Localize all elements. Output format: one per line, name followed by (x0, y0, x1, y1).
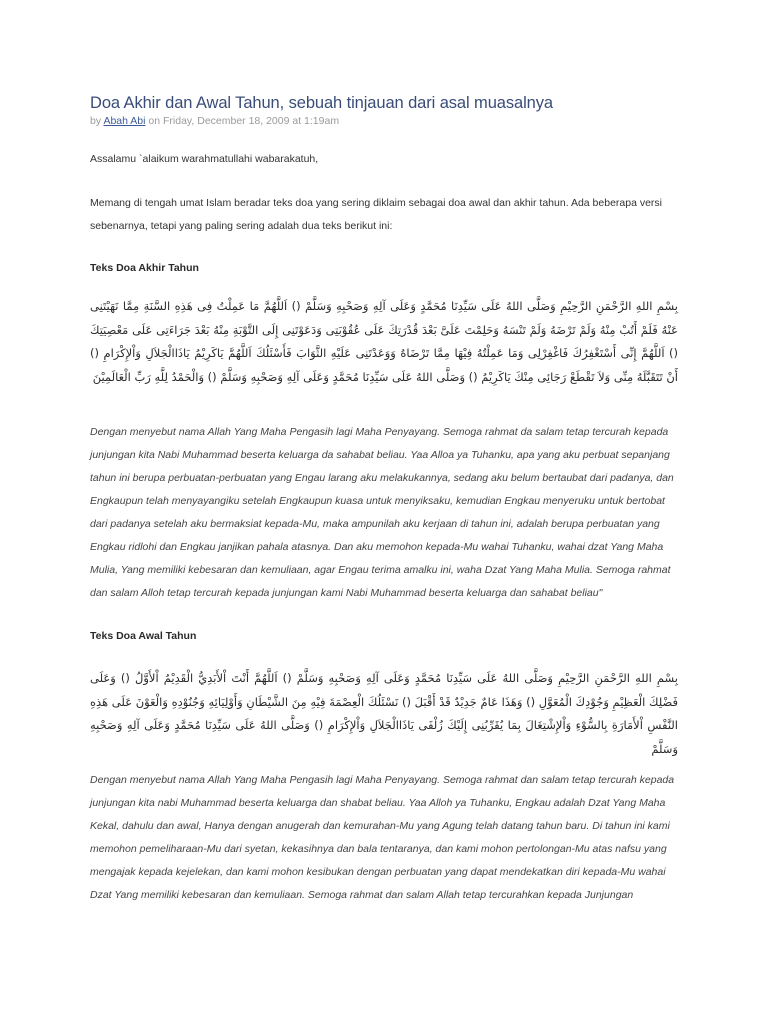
arabic-prayer-awal-tahun: بِسْمِ اللهِ الرَّحْمَنِ الرَّحِيْمِ وَصَلَّى اللهُ عَلَى سَيِّدِنَا مُحَمَّدٍ وَعَلَى آلِهِ وَصَحْبِهِ وَسَلَّمْ () اَللَّهُمَّ أَنْتَ اْلأَبَدِيُّ الْقَدِيْمُ اْلأَوَّلُ () وَعَلَى فَضْلِكَ الْعَظِيْمِ وَجُوْدِكَ الْمُعَوَّلِ () وَهَذَا عَامٌ جَدِيْدٌ قَدْ أَقْبَلَ () نَسْئَلُكَ الْعِصْمَةَ فِيْهِ مِنَ الشَّيْطَانِ وَأَوْلِيَائِهِ وَجُنُوْدِهِ وَالْعَوْنَ عَلَى هَذِهِ النَّفْسِ اْلأَمَارَةِ بِالسُّوْءِ وَاْلإِشْتِغَالَ بِمَا يُقَرِّبُنِى إِلَيْكَ زُلْفَى يَاذَاالْجَلاَلِ وَاْلإِكْرَامِ () وَصَلَّى اللهُ عَلَى سَيِّدِنَا مُحَمَّدٍ وَعَلَى آلِهِ وَصَحْبِهِ وَسَلَّمْ (90, 671, 678, 756)
byline-prefix: by (90, 115, 102, 127)
intro-paragraph: Memang di tengah umat Islam beradar teks doa yang sering diklaim sebagai doa awal dan akhir tahun. Ada beberapa versi sebenarnya, tetapi yang paling sering adalah dua teks berikut ini: (90, 197, 663, 232)
post-title: Doa Akhir dan Awal Tahun, sebuah tinjauan dari asal muasalnya (90, 94, 553, 112)
section-heading-akhir-tahun: Teks Doa Akhir Tahun (90, 262, 199, 274)
translation-awal-tahun: Dengan menyebut nama Allah Yang Maha Pengasih lagi Maha Penyayang. Semoga rahmat dan salam tetap tercurah kepada junjungan kita nabi Muhammad beserta keluarga dan shabat beliau. Yaa Alloh ya Tuhanku, Engkau adalah Dzat Yang Maha Kekal, dahulu dan awal, Hanya dengan anugerah dan kemurahan-Mu yang Agung telah datang tahun baru. Di tahun ini kami memohon pemeliharaan-Mu dari syetan, kekasihnya dan bala tentaranya, dan kami mohon pertolongan-Mu atas nafsu yang mengajak kepada kejelekan, dan kami mohon kesibukan dengan perbuatan yang dapat mendekatkan diri kepada-Mu wahai Dzat Yang memiliki kebesaran dan kemuliaan. Semoga rahmat dan salam Allah tetap tercurahkan kepada Junjungan (90, 774, 675, 901)
translation-akhir-tahun: Dengan menyebut nama Allah Yang Maha Pengasih lagi Maha Penyayang. Semoga rahmat da salam tetap tercurah kepada junjungan kita Nabi Muhammad beserta keluarga da sahabat beliau. Yaa Alloa ya Tuhanku, apa yang aku perbuat sepanjang tahun ini berupa perbuatan-perbuatan yang Engau larang aku melakukannya, sedang aku belum bertaubat dari padanya, dan Engkaupun telah menyayangiku setelah Engkaupun kuasa untuk menyiksaku, kemudian Engkau menyeruku untuk bertobat dari padanya setelah aku bermaksiat kepada-Mu, maka ampunilah aku kerjaan di tahun ini, adalah berupa perbuatan yang Engkau ridlohi dan Engkau janjikan pahala atasnya. Dan aku memohon kepada-Mu wahai Tuhanku, wahai dzat Yang Maha Mulia, Yang memiliki kebesaran dan kemuliaan, agar Engau terima amalku ini, waha Dzat Yang Maha Mulia. Semoga rahmat dan salam Alloh tetap tercurah kepada junjungan kami Nabi Muhammad beserta keluarga dan sahabat beliau" (90, 426, 674, 599)
section-heading-awal-tahun: Teks Doa Awal Tahun (90, 630, 197, 642)
arabic-prayer-akhir-tahun: بِسْمِ اللهِ الرَّحْمَنِ الرَّحِيْمِ وَصَلَّى اللهُ عَلَى سَيِّدِنَا مُحَمَّدٍ وَعَلَى آلِهِ وَصَحْبِهِ وَسَلَّمْ () اَللَّهُمَّ مَا عَمِلْتُ فِى هَذِهِ السَّنَةِ مِمَّا نَهَيْتَنِى عَنْهُ فَلَمْ أَتُبْ مِنْهُ وَلَمْ تَرْضَهُ وَلَمْ تَنْسَهُ وَحَلِمْتَ عَلَىَّ بَعْدَ قُدْرَتِكَ عَلَى عُقُوْبَتِى وَدَعَوْتَنِى إِلَى التَّوْبَةِ مِنْهُ بَعْدَ جَرَاءَتِى عَلَى مَعْصِيَتِكَ () اَللَّهُمَّ إِنِّى أَسْتَغْفِرُكَ فَاغْفِرْلِى وَمَا عَمِلْتُهُ فِيْهَا مِمَّا تَرْضَاهُ وَوَعَدْتَنِى عَلَيْهِ الثَّوَابَ فَأَسْئَلُكَ اَللَّهُمَّ يَاكَرِيْمُ يَاذَاالْجَلاَلِ وَاْلإِكْرَامِ () أَنْ تَتَقَبَّلَهُ مِنِّى وَلاَ تَقْطَعْ رَجَائِى مِنْكَ يَاكَرِيْمُ () وَصَلَّى اللهُ عَلَى سَيِّدِنَا مُحَمَّدٍ وَعَلَى آلِهِ وَصَحْبِهِ وَسَلَّمْ () وَالْحَمْدُ لِلَّهِ رَبِّ الْعَالَمِيْنَ (90, 299, 678, 384)
post-byline (90, 114, 678, 128)
author-link[interactable]: Abah Abi (103, 115, 146, 127)
byline-date: on Friday, December 18, 2009 at 1:19am (148, 115, 340, 127)
greeting-text: Assalamu `alaikum warahmatullahi wabarakatuh, (90, 153, 319, 165)
